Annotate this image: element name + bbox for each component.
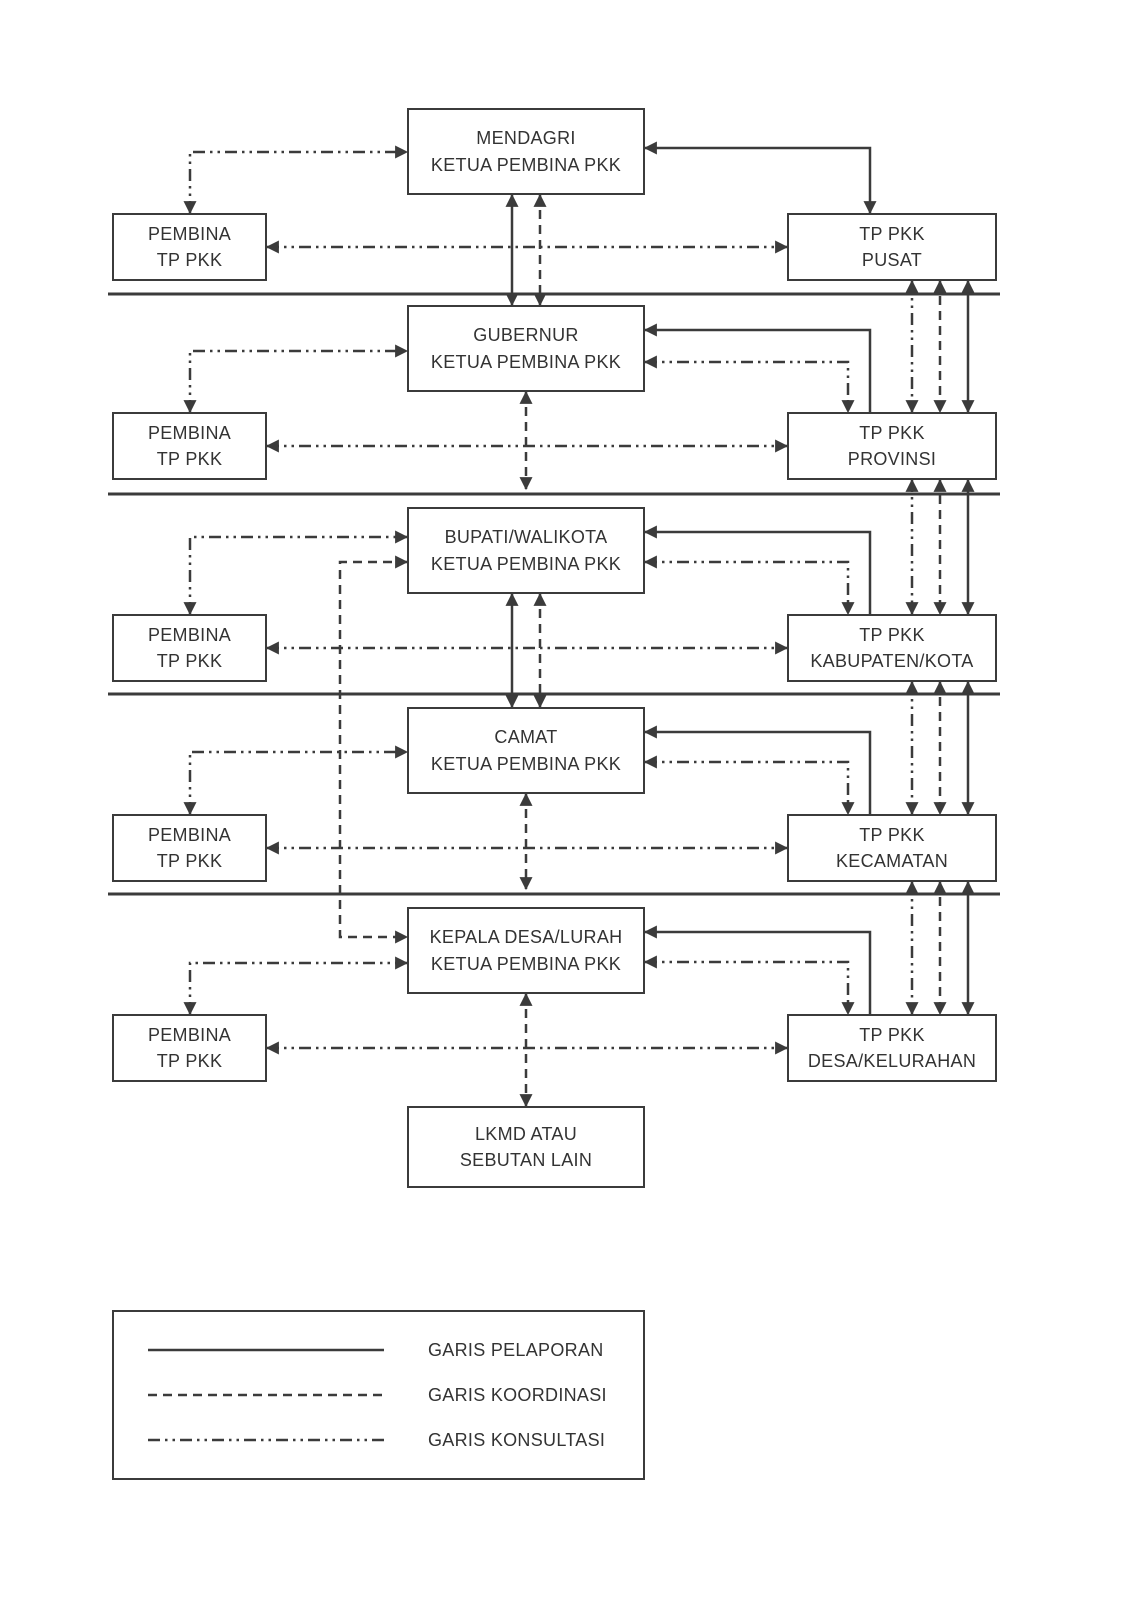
legend-label-koordinasi: GARIS KOORDINASI	[428, 1384, 607, 1405]
box-label-line2: KETUA PEMBINA PKK	[430, 753, 622, 774]
legend-item-koordinasi	[146, 1373, 643, 1418]
box-tppkk-provinsi	[787, 412, 997, 480]
konsultasi-pembina-ketua-1	[190, 152, 407, 213]
legend-item-konsultasi	[146, 1418, 643, 1463]
box-label-line2: KETUA PEMBINA PKK	[430, 351, 622, 372]
box-tppkk-kecamatan	[787, 814, 997, 882]
box-label-line1: TP PKK	[859, 824, 925, 845]
box-label-line1: TP PKK	[859, 223, 925, 244]
box-gubernur-ketua-pembina	[407, 305, 645, 392]
box-label-line1: LKMD ATAU	[474, 1123, 578, 1144]
box-label-line2: KETUA PEMBINA PKK	[430, 553, 622, 574]
box-label-line1: PEMBINA	[147, 624, 232, 645]
box-tppkk-kabupaten-kota	[787, 614, 997, 682]
box-label-line2: KETUA PEMBINA PKK	[430, 953, 622, 974]
box-label-line1: TP PKK	[859, 624, 925, 645]
box-label-line2: PUSAT	[861, 250, 923, 270]
pelaporan-tppkk-ketua-3	[645, 532, 870, 614]
konsultasi-tppkk-ketua-2	[645, 362, 848, 412]
box-pembina-tppkk-pusat	[112, 213, 267, 281]
legend-label-konsultasi: GARIS KONSULTASI	[428, 1429, 606, 1450]
box-label-line1: GUBERNUR	[473, 325, 579, 346]
box-label-line1: PEMBINA	[147, 1024, 232, 1045]
box-tppkk-pusat	[787, 213, 997, 281]
box-pembina-tppkk-kecamatan	[112, 814, 267, 882]
box-label-line1: CAMAT	[494, 727, 558, 748]
box-label-line2: TP PKK	[156, 449, 223, 469]
legend-line-dashed	[146, 1391, 386, 1399]
box-label-line1: TP PKK	[859, 422, 925, 443]
konsultasi-tppkk-ketua-4	[645, 762, 848, 814]
box-camat-ketua-pembina	[407, 707, 645, 794]
pelaporan-tppkk-ketua-1	[645, 148, 870, 213]
box-pembina-tppkk-desa	[112, 1014, 267, 1082]
box-lkmd	[407, 1106, 645, 1188]
box-label-line1: PEMBINA	[147, 422, 232, 443]
konsultasi-pembina-ketua-4	[190, 752, 407, 814]
pelaporan-tppkk-ketua-4	[645, 732, 870, 814]
pelaporan-tppkk-ketua-2	[645, 330, 870, 412]
box-label-line2: PROVINSI	[847, 449, 937, 469]
box-label-line2: TP PKK	[156, 651, 223, 671]
box-label-line1: KEPALA DESA/LURAH	[429, 927, 623, 948]
legend	[112, 1310, 645, 1480]
legend-line-solid	[146, 1346, 386, 1354]
box-pembina-tppkk-kabupaten	[112, 614, 267, 682]
box-label-line1: PEMBINA	[147, 824, 232, 845]
box-label-line1: TP PKK	[859, 1024, 925, 1045]
konsultasi-tppkk-ketua-3	[645, 562, 848, 614]
legend-line-dashdot	[146, 1436, 386, 1444]
box-label-line1: MENDAGRI	[476, 128, 576, 149]
box-label-line2: DESA/KELURAHAN	[807, 1051, 977, 1071]
box-label-line1: PEMBINA	[147, 223, 232, 244]
konsultasi-pembina-ketua-2	[190, 351, 407, 412]
box-label-line2: SEBUTAN LAIN	[459, 1150, 593, 1170]
koordinasi-bupati-kepaladesa	[340, 562, 407, 937]
box-label-line1: BUPATI/WALIKOTA	[444, 527, 608, 548]
box-mendagri-ketua-pembina	[407, 108, 645, 195]
box-bupati-walikota-ketua-pembina	[407, 507, 645, 594]
box-tppkk-desa-kelurahan	[787, 1014, 997, 1082]
box-label-line2: TP PKK	[156, 1051, 223, 1071]
box-label-line2: KETUA PEMBINA PKK	[430, 154, 622, 175]
legend-item-pelaporan	[146, 1328, 643, 1373]
box-kepala-desa-lurah-ketua-pembina	[407, 907, 645, 994]
box-label-line2: TP PKK	[156, 851, 223, 871]
konsultasi-pembina-ketua-5	[190, 963, 407, 1014]
legend-label-pelaporan: GARIS PELAPORAN	[428, 1339, 604, 1360]
pelaporan-tppkk-ketua-5	[645, 932, 870, 1014]
box-label-line2: KECAMATAN	[835, 851, 949, 871]
box-label-line2: KABUPATEN/KOTA	[810, 651, 974, 671]
box-pembina-tppkk-provinsi	[112, 412, 267, 480]
konsultasi-pembina-ketua-3	[190, 537, 407, 614]
konsultasi-tppkk-ketua-5	[645, 962, 848, 1014]
box-label-line2: TP PKK	[156, 250, 223, 270]
